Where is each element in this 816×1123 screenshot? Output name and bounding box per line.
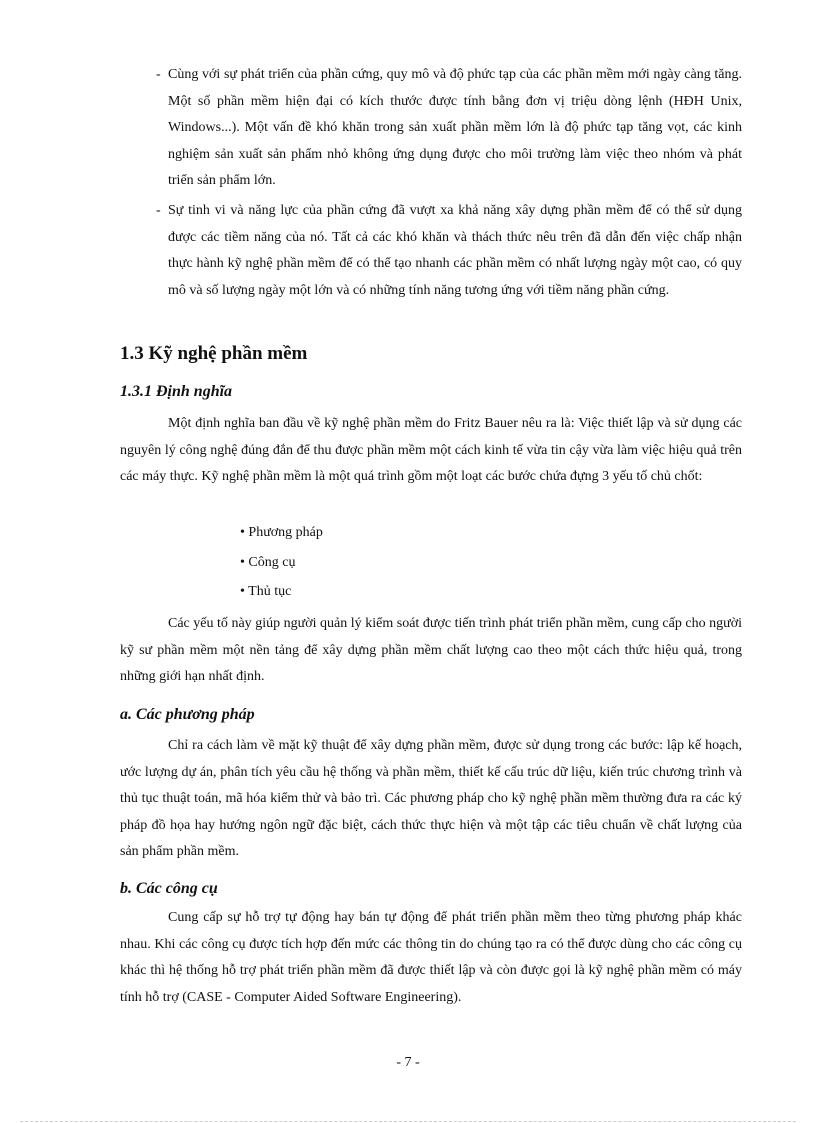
subsection-title: 1.3.1 Định nghĩa: [120, 383, 233, 400]
section-title: 1.3 Kỹ nghệ phần mềm: [120, 343, 308, 364]
page-number: - 7 -: [396, 1055, 420, 1070]
definition-paragraph: Một định nghĩa ban đầu về kỹ nghệ phần mềm do Fritz Bauer nêu ra là: Việc thiết lập và sử dụng các nguyên lý công nghệ đúng đắn để thu được phần mềm một cách kinh tế vừa tin cậy vừa làm việc hiệu quả trên các máy thực. Kỹ nghệ phần mềm là một quá trình gồm một loạt các bước chứa đựng 3 yếu tố chủ chốt:: [120, 416, 742, 484]
tools-heading: b. Các công cụ: [120, 880, 218, 897]
bullet-marker-2: -: [156, 203, 161, 218]
methods-paragraph: Chỉ ra cách làm về mặt kỹ thuật để xây dựng phần mềm, được sử dụng trong các bước: lập kế hoạch, ước lượng dự án, phân tích yêu cầu hệ thống và phần mềm, thiết kế cấu trúc dữ liệu, kiến trúc chương trình và thủ tục thuật toán, mã hóa kiểm thử và bảo trì. Các phương pháp cho kỹ nghệ phần mềm thường đưa ra các ký pháp đồ họa hay hướng ngôn ngữ đặc biệt, cách thức thực hiện và một tập các tiêu chuẩn về chất lượng của sản phẩm phần mềm.: [120, 738, 742, 859]
key-elements-list: [240, 518, 323, 607]
elements-paragraph: Các yếu tố này giúp người quản lý kiểm soát được tiến trình phát triển phần mềm, cung cấp cho người kỹ sư phần mềm một nền tảng để xây dựng phần mềm chất lượng cao theo một cách thức hiệu quả, trong những giới hạn nhất định.: [120, 616, 742, 684]
tools-paragraph: Cung cấp sự hỗ trợ tự động hay bán tự động để phát triển phần mềm theo từng phương pháp khác nhau. Khi các công cụ được tích hợp đến mức các thông tin do chúng tạo ra có thể được dùng cho các công cụ khác thì hệ thống hỗ trợ phát triển phần mềm đã được thiết lập và còn được gọi là kỹ nghệ phần mềm có máy tính hỗ trợ (CASE - Computer Aided Software Engineering).: [120, 910, 742, 1005]
bullet-marker-1: -: [156, 67, 161, 82]
page-bottom-divider: [20, 1121, 796, 1122]
list-item: • Thủ tục: [240, 584, 292, 599]
list-item: • Phương pháp: [240, 525, 323, 540]
list-item: • Công cụ: [240, 554, 296, 570]
intro-bullet-2: Sự tinh vi và năng lực của phần cứng đã vượt xa khả năng xây dựng phần mềm để có thể sử dụng được các tiềm năng của nó. Tất cả các khó khăn và thách thức nêu trên đã dẫn đến việc chấp nhận thực hành kỹ nghệ phần mềm để có thể tạo nhanh các phần mềm có nhất lượng ngày một cao, có quy mô và số lượng ngày một lớn và có những tính năng tương ứng với tiềm năng phần cứng.: [168, 203, 742, 298]
intro-bullet-1: Cùng với sự phát triển của phần cứng, quy mô và độ phức tạp của các phần mềm mới ngày càng tăng. Một số phần mềm hiện đại có kích thước được tính bằng đơn vị triệu dòng lệnh (HĐH Unix, Windows...). Một vấn đề khó khăn trong sản xuất phần mềm lớn là độ phức tạp tăng vọt, các kinh nghiệm sản xuất sản phẩm nhỏ không ứng dụng được cho môi trường làm việc theo nhóm và phát triển sản phẩm lớn.: [168, 67, 742, 188]
methods-heading: a. Các phương pháp: [120, 706, 255, 723]
